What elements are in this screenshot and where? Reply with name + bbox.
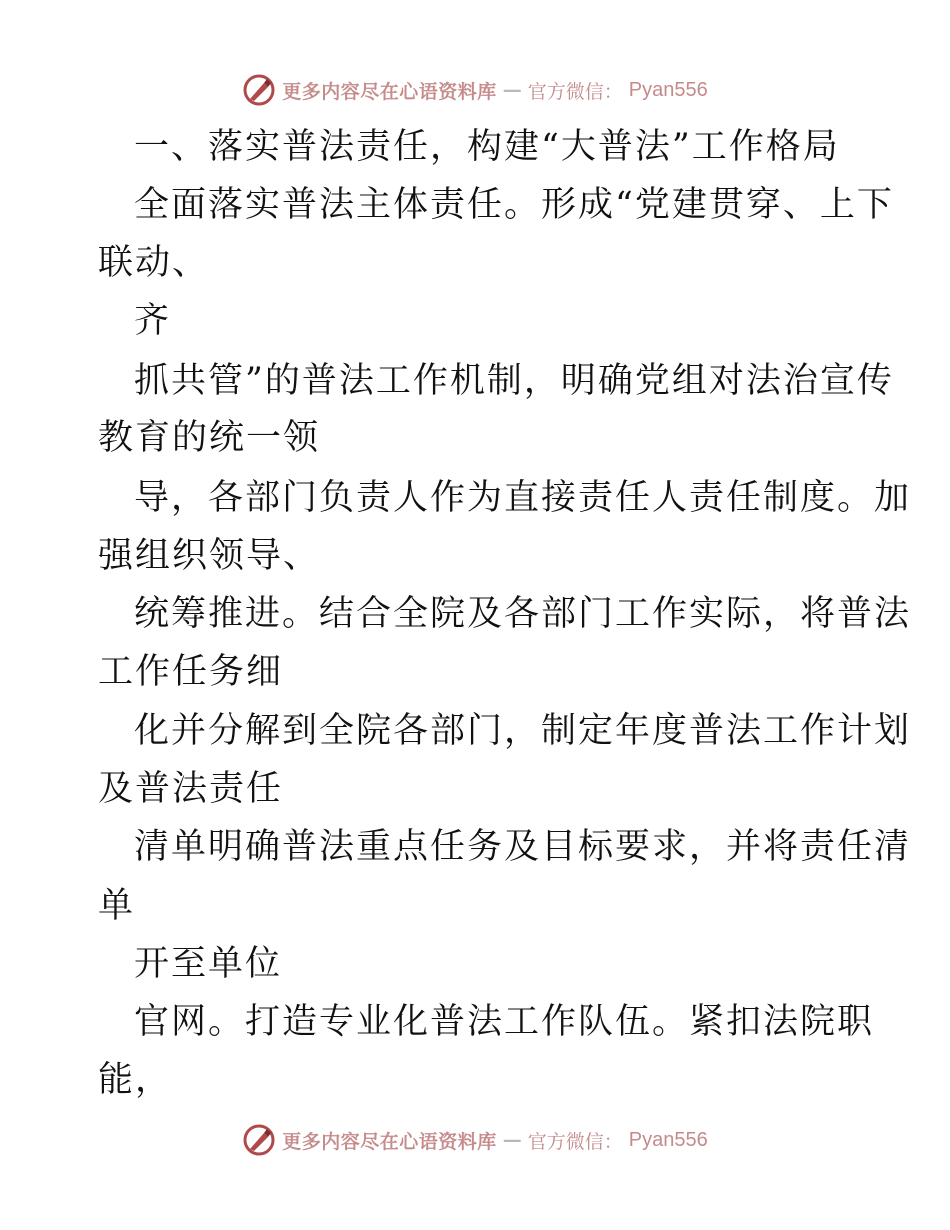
header-watermark [0,70,950,110]
text-line: 单 [98,886,136,926]
text-line: 清单明确普法重点任务及目标要求，并将责任清 [134,827,912,867]
footer-watermark [0,1120,950,1160]
watermark-label: 官方微信： [527,80,623,103]
text-line: 齐 [134,301,172,341]
watermark-brand: 更多内容尽在心语资料库 [282,80,497,103]
watermark-id: Pyan556 [628,1128,708,1151]
text-line: 统筹推进。结合全院及各部门工作实际，将普法 [134,594,912,634]
text-line: 开至单位 [134,944,283,984]
watermark-brand: 更多内容尽在心语资料库 [282,1130,497,1153]
text-line: 一、落实普法责任，构建“大普法”工作格局 [134,127,840,167]
watermark-label: 官方微信： [527,1130,623,1153]
pen-logo-icon [242,73,276,107]
text-line: 化并分解到全院各部门，制定年度普法工作计划 [134,711,912,751]
text-line: 教育的统一领 [98,418,321,458]
text-line: 官网。打造专业化普法工作队伍。紧扣法院职 [134,1002,875,1042]
text-line: 及普法责任 [98,769,284,809]
watermark-id: Pyan556 [628,78,708,101]
text-line: 导，各部门负责人作为直接责任人责任制度。加 [134,478,912,518]
text-line: 全面落实普法主体责任。形成“党建贯穿、上下 [134,185,894,225]
text-line: 强组织领导、 [98,536,321,576]
text-line: 工作任务细 [98,652,284,692]
watermark-dash: — [502,1129,522,1151]
text-line: 联动、 [98,243,210,283]
watermark-dash: — [502,79,522,101]
text-line: 能， [98,1060,173,1100]
pen-logo-icon [242,1123,276,1157]
text-line: 抓共管”的普法工作机制，明确党组对法治宣传 [134,361,894,401]
